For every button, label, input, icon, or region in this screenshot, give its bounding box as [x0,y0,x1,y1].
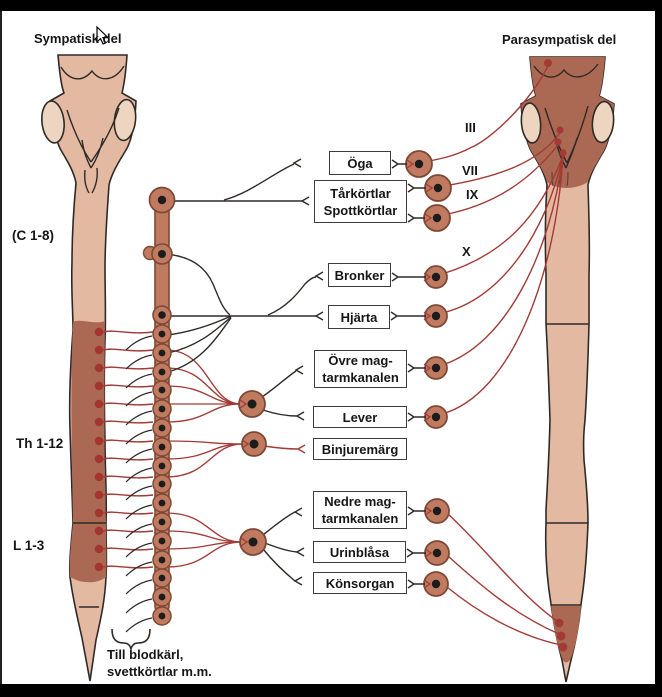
fibre-terminal-fork [296,366,303,374]
splanchnic-fibre [166,444,243,477]
parasympathetic-ganglion [406,151,432,177]
organ-box-label: tarmkanalen [322,370,399,385]
cranial-nerve-x-label: X [462,244,471,259]
ganglion-to-organ-fibre [408,184,426,192]
ganglion-dot [158,311,166,319]
parasympathetic-ganglion [424,205,450,231]
ganglion-dot [159,538,166,545]
ganglion-dot [433,214,441,222]
left-column-title: Sympatisk del [34,31,122,46]
cranial-nerve-vii-label: VII [462,163,478,178]
preganglionic-dot [95,346,103,354]
ganglion-dot [159,481,166,488]
fibre-terminal-fork [297,548,304,556]
gray-ramus-branch [126,618,152,632]
right-column-title: Parasympatisk del [502,32,617,47]
gray-ramus-branch [126,562,152,576]
preganglionic-dot [95,563,103,571]
ganglion-to-organ-fibre [408,214,425,222]
parasympathetic-ganglion [425,175,451,201]
ganglion-dot [159,350,166,357]
ganglion-dot [432,364,440,372]
ganglion-dot [433,507,441,515]
organ-box-urinblasa [313,541,406,563]
ganglion-dot [159,331,166,338]
organ-box-label: Övre mag- [328,353,393,368]
parasympathetic-ganglion [424,305,447,327]
cranial-nerve-ix-label: IX [466,187,479,202]
organ-box-lever [313,406,407,428]
ganglion-dot [158,196,166,204]
organ-box-konsorgan [313,572,407,594]
ganglion-dot [250,440,259,449]
parasympathetic-ganglion [424,572,448,596]
fibre-terminal-fork [295,508,302,516]
organ-box-label: Könsorgan [325,575,395,591]
frame-right [655,0,662,697]
ganglion-dot [249,538,258,547]
ganglion-dot [159,425,166,432]
gray-ramus-branch [126,468,152,482]
parasympathetic-ganglion [424,357,447,379]
organ-box-nedre-mag [313,491,407,529]
ganglion-to-organ-fibre [408,364,426,372]
organ-box-label: Spottkörtlar [323,202,398,218]
prevertebral-ganglia [239,391,266,555]
preganglionic-dot [95,328,103,336]
organ-box-oga [329,151,391,175]
ganglion-dot [432,580,440,588]
preganglionic-dot [95,418,103,426]
ganglion-dot [248,400,257,409]
organ-box-hjarta [328,305,390,329]
white-ramus-fibre [103,530,153,532]
fibre-terminal-fork [297,412,304,420]
preganglionic-dot [95,473,103,481]
preganglionic-dot [95,545,103,553]
preganglionic-dot [95,400,103,408]
ganglion-dot [159,444,166,451]
white-ramus-fibre [103,512,153,514]
organ-box-label: Hjärta [340,309,378,325]
fibre-terminal-fork [298,445,305,453]
white-ramus-fibre [103,494,153,496]
ganglion-dot [159,463,166,470]
gray-ramus-branch [126,486,152,500]
white-ramus-fibre [103,331,153,333]
ganglion-dot [159,613,166,620]
organ-box-bronker [328,263,391,287]
splanchnic-fibre [166,441,243,444]
footnote [107,646,247,680]
preganglionic-dot [95,509,103,517]
organ-box-tarkortlar [314,180,407,223]
gray-rami-branches [126,336,152,632]
frame-bottom [0,684,662,697]
splanchnic-fibre [166,513,242,542]
parasympathetic-ganglion [425,541,449,565]
preganglionic-dot [95,382,103,390]
sympathetic-chain [144,188,175,626]
organ-box-label: Binjuremärg [321,441,399,457]
gray-ramus-branch [126,505,152,519]
sacral-fibre-konsorgan [447,587,561,645]
organ-box-label: tarmkanalen [321,511,399,526]
splanchnic-fibre [166,404,241,422]
lumbar-segments-label: L 1-3 [13,538,45,553]
gray-ramus-branch [126,599,152,613]
ganglion-to-organ-fibre [408,580,425,588]
preganglionic-dot [95,527,103,535]
white-ramus-fibre [103,349,153,351]
ganglion-dot [159,519,166,526]
adrenal-preganglionic-fibre [264,446,298,449]
ganglion-to-organ-fibre [407,549,426,557]
fibre-terminal-fork [316,272,323,280]
ganglion-dot [159,594,166,601]
frame-top [0,0,662,11]
white-ramus-fibre [103,476,153,478]
ganglion-dot [432,413,440,421]
organ-box-ovre-mag [314,350,407,388]
organ-box-binjuremarg [313,438,407,460]
organ-box-label: Öga [347,155,373,171]
fibre-terminal-fork [295,577,302,585]
gray-ramus-branch [126,449,152,463]
ganglion-to-organ-fibre [392,273,426,281]
organ-box-label: Urinblåsa [329,544,390,560]
cervical-segments-label: (C 1-8) [12,228,55,243]
parasympathetic-ganglion [424,406,447,428]
parasympathetic-ganglion [425,499,449,523]
organ-box-label: Bronker [334,267,385,283]
organ-box-label: Lever [342,409,378,425]
ganglion-dot [434,184,442,192]
ganglion-to-organ-fibre [391,312,426,320]
ganglion-dot [432,273,440,281]
sacral-fibre-nedre [448,514,557,621]
preganglionic-dot [95,455,103,463]
ganglion-dot [432,312,440,320]
ganglion-dot [415,160,423,168]
ganglion-dot [158,250,166,258]
organ-box-label: Nedre mag- [324,494,396,509]
frame-left [0,11,2,684]
fibre-terminal-fork [302,197,309,205]
preganglionic-dot [95,364,103,372]
gray-ramus-branch [126,336,152,350]
ganglion-to-organ-fibre [408,413,426,421]
ganglion-dot [159,575,166,582]
footnote-line-1: Till blodkärl, [107,647,184,662]
footnote-line-2: svettkörtlar m.m. [107,664,212,679]
white-ramus-fibre [103,548,153,550]
ganglion-dot [159,369,166,376]
ganglion-to-organ-fibre [408,507,426,515]
white-ramus-fibre [103,458,153,460]
fibre-terminal-fork [294,159,301,167]
ganglion-to-organ-fibre [392,160,407,168]
fibre-terminal-fork [316,312,323,320]
organ-box-label: Tårkörtlar [330,185,391,201]
ganglion-dot [159,387,166,394]
splanchnic-fibre [166,350,241,404]
splanchnic-fibres [166,350,243,567]
preganglionic-dot [95,437,103,445]
ganglion-dot [159,500,166,507]
cranial-nerve-iii-label: III [465,120,476,135]
white-ramus-fibre [103,566,153,568]
ganglion-dot [433,549,441,557]
sacral-fibre-urinblasa [448,556,559,634]
preganglionic-dot [95,491,103,499]
ganglion-dot [159,557,166,564]
parasympathetic-ganglion [424,266,447,288]
ganglion-dot [159,406,166,413]
gray-ramus-branch [126,355,152,369]
gray-ramus-branch [126,580,152,594]
thoracic-segments-label: Th 1-12 [16,436,64,451]
